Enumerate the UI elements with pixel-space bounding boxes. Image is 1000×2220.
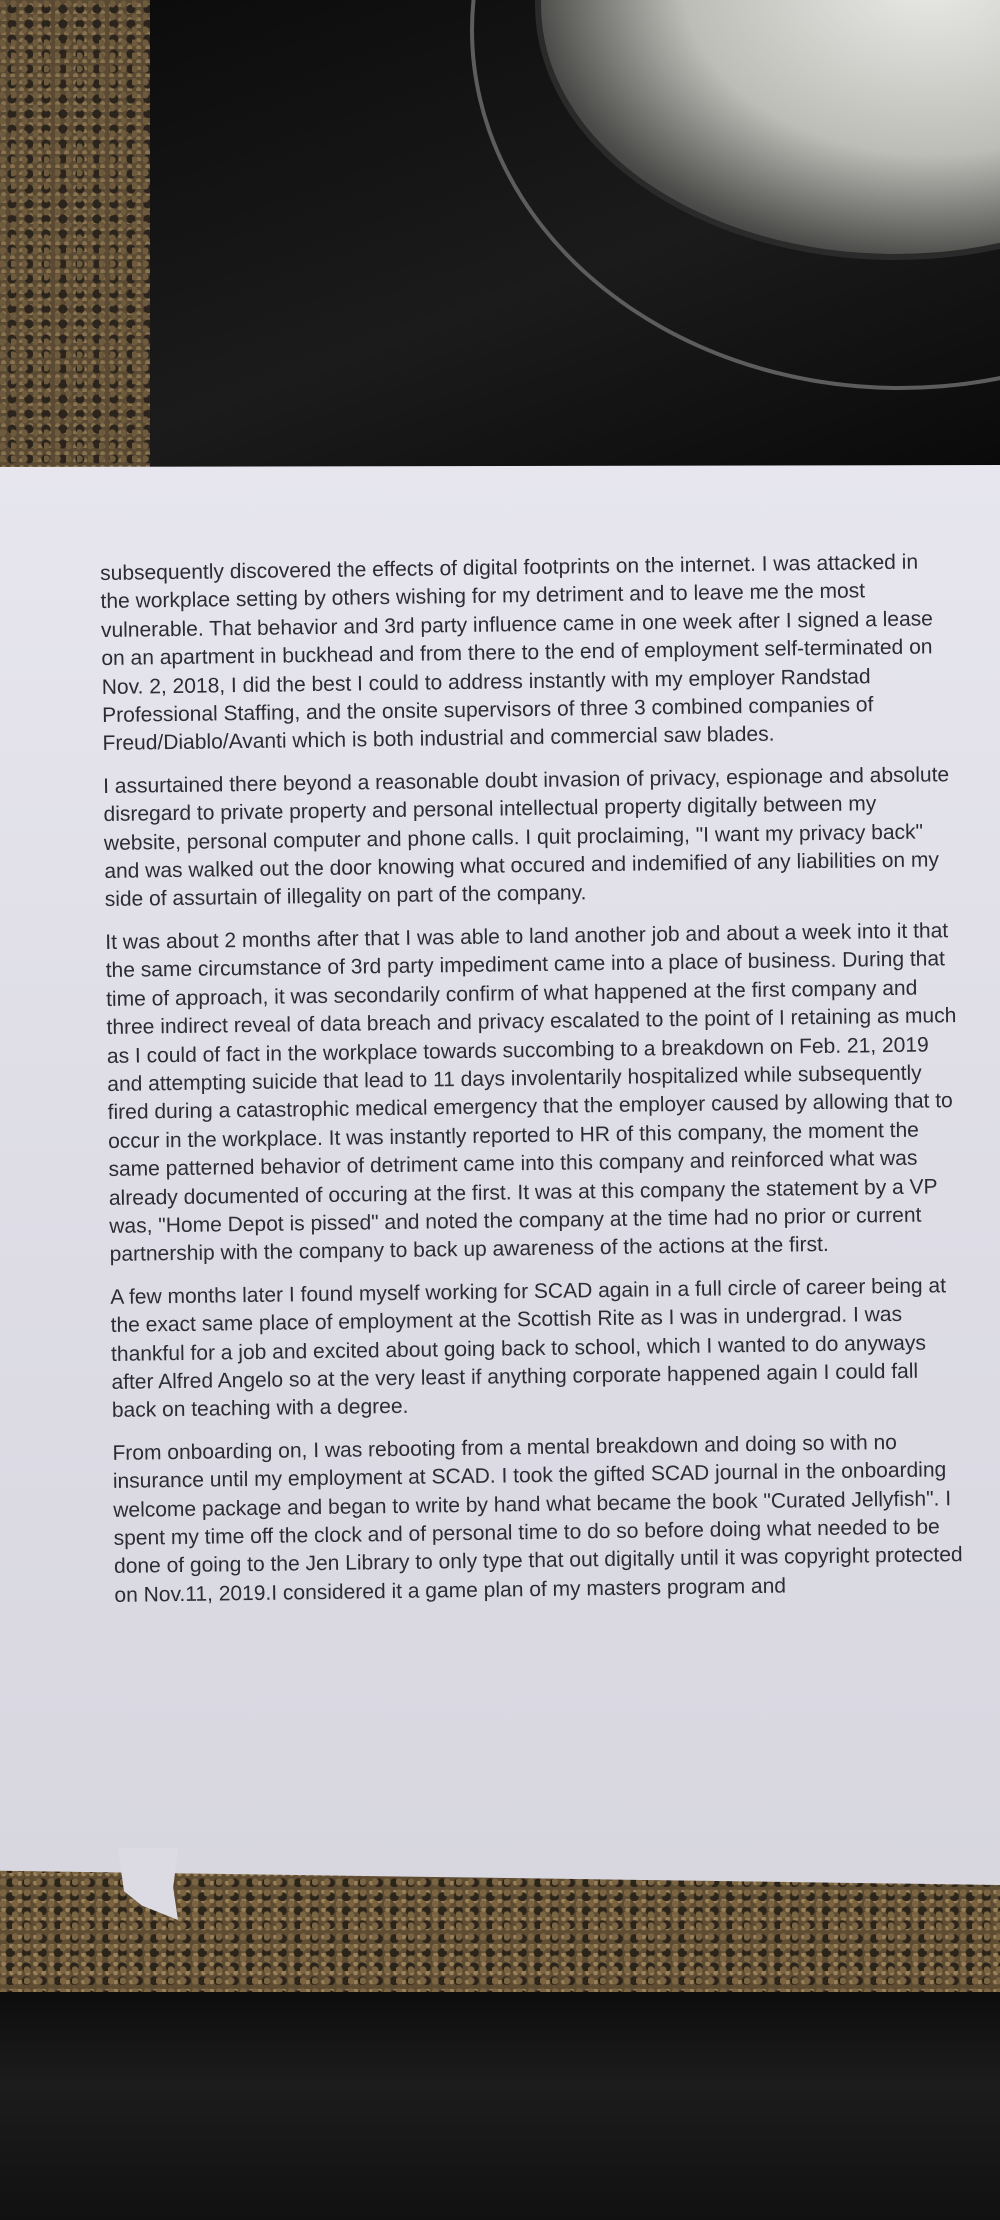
paragraph: A few months later I found myself working for SCAD again in a full circle of career being at the exact same place of employment at the Scottish Rite as I was in undergrad. I was thankful for a job and excited about going back to school, which I wanted to do anyways after Alfred Angelo so at the very least if anything corporate happened again I could fall back on teaching with a degree. (110, 1274, 947, 1423)
paragraph: It was about 2 months after that I was able to land another job and about a week into it that the same circumstance of 3rd party impediment came into a place of business. During that time of approach, it was secondarily confirm of what happened at the first company and three indirect reveal of data breach and privacy escalated to the point of I retaining as much as I could of fact in the workplace towards succombing to a breakdown on Feb. 21, 2019 and attempting suicide that lead to 11 days involentarily hospitalized while subsequently fired during a catastrophic medical emergency that the employer caused by allowing that to occur in the workplace. It was instantly reported to HR of this company, the moment the same patterned behavior of detriment came into this company and reinforced what was already documented of occuring at the first. It was at this company the statement by a VP was, "Home Depot is pissed" and noted the company at the time had no prior or current partnership with the company to back up awareness of the actions at the first. (105, 919, 957, 1267)
paragraph: I assurtained there beyond a reasonable doubt invasion of privacy, espionage and absolute disregard to private property and personal intellectual property digitally between my website, personal computer and phone calls. I quit proclaiming, "I want my privacy back" and was walked out the door knowing what occured and indemified of any liabilities on my side of assurtain of illegality on part of the company. (102, 763, 950, 912)
paragraph: subsequently discovered the effects of digital footprints on the internet. I was attacked in the workplace setting by others wishing for my detriment and to leave me the most vulnerable. That behavior and 3rd party influence came in one week after I signed a lease on an apartment in buckhead and from there to the end of employment self-terminated on Nov. 2, 2018, I did the best I could to address instantly with my employer Randstad Professional Staffing, and the onsite supervisors of three 3 combined companies of Freud/Diablo/Avanti which is both industrial and commercial saw blades. (100, 550, 934, 756)
document-body (100, 548, 967, 1768)
dark-fabric (0, 1992, 1000, 2220)
stovetop (150, 0, 1000, 470)
paragraph: From onboarding on, I was rebooting from a mental breakdown and doing so with no insurance until my employment at SCAD. I took the gifted SCAD journal in the onboarding welcome package and began to write by hand what became the book "Curated Jellyfish". I spent my time off the clock and of personal time to do so before doing what needed to be done of going to the Jen Library to only type that out digitally until it was copyright protected on Nov.11, 2019.I considered it a game plan of my masters program and (112, 1430, 963, 1607)
